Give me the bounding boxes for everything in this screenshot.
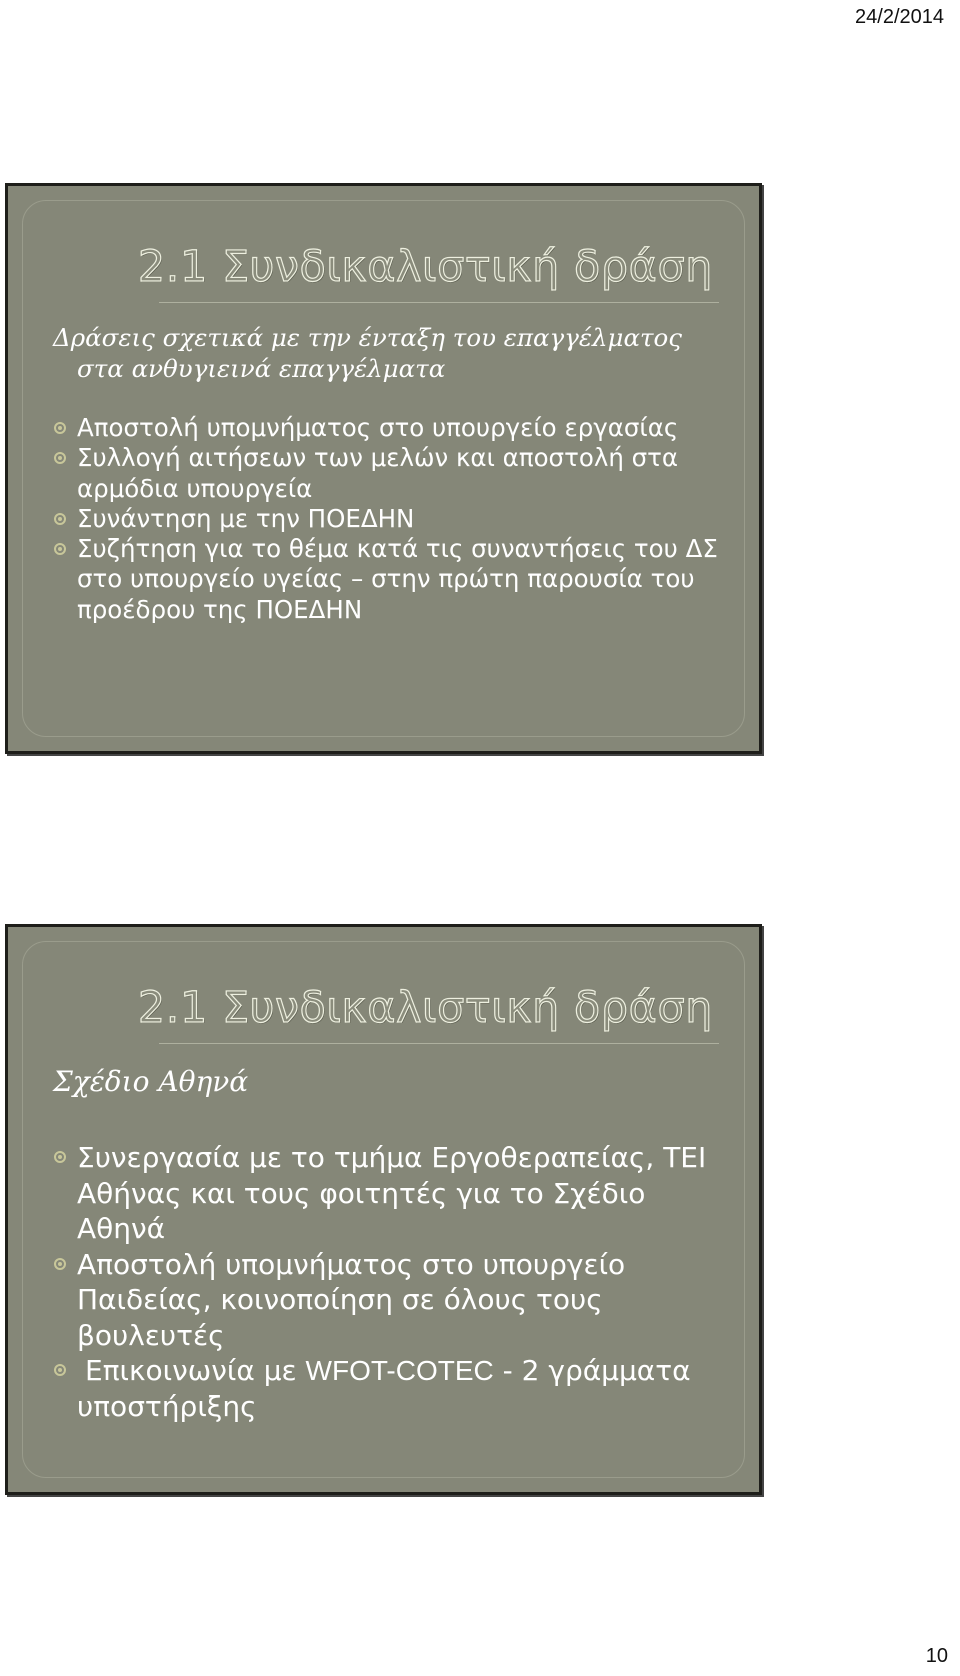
page-number: 10 bbox=[925, 1645, 948, 1667]
list-item bbox=[52, 504, 732, 534]
bullet-list bbox=[52, 413, 732, 625]
slide-title: 2.1 Συνδικαλιστική δράση bbox=[137, 242, 713, 292]
title-divider bbox=[159, 302, 719, 303]
slide-title: 2.1 Συνδικαλιστική δράση bbox=[137, 983, 713, 1033]
subtitle-line-1: Δράσεις σχετικά με την ένταξη του επαγγέλματος bbox=[53, 323, 683, 352]
title-divider bbox=[159, 1043, 719, 1044]
slide-1 bbox=[5, 183, 762, 754]
bullet-text: Συνάντηση με την ΠΟΕΔΗΝ bbox=[77, 503, 415, 533]
list-item bbox=[52, 534, 732, 625]
bullet-icon bbox=[54, 513, 66, 525]
bullet-icon bbox=[54, 1364, 66, 1376]
bullet-text: Συνεργασία με το τμήμα Εργοθεραπείας, ΤΕΙ Αθήνας και τους φοιτητές για το Σχέδιο Αθηνά bbox=[77, 1141, 707, 1245]
list-item bbox=[52, 1140, 742, 1247]
bullet-text: Αποστολή υπομνήματος στο υπουργείο εργασίας bbox=[77, 413, 679, 442]
list-item bbox=[52, 1353, 742, 1424]
organization-name: WFOT-COTEC bbox=[305, 1355, 494, 1386]
bullet-icon bbox=[54, 422, 66, 434]
bullet-text: Συζήτηση για το θέμα κατά τις συναντήσεις του ΔΣ στο υπουργείο υγείας – στην πρώτη παρουσία του προέδρου της ΠΟΕΔΗΝ bbox=[77, 534, 718, 624]
date-header: 24/2/2014 bbox=[855, 6, 944, 28]
bullet-text: Συλλογή αιτήσεων των μελών και αποστολή στα αρμόδια υπουργεία bbox=[77, 443, 679, 503]
subtitle-line-2: στα ανθυγιεινά επαγγέλματα bbox=[77, 354, 446, 383]
bullet-text: Αποστολή υπομνήματος στο υπουργείο Παιδείας, κοινοποίηση σε όλους τους βουλευτές bbox=[77, 1247, 626, 1352]
slide-2 bbox=[5, 924, 762, 1495]
list-item bbox=[52, 413, 732, 443]
slide-subtitle bbox=[53, 322, 733, 384]
bullet-icon bbox=[54, 452, 66, 464]
bullet-icon bbox=[54, 1258, 66, 1270]
bullet-text-suffix: - 2 γράμματα υποστήριξης bbox=[77, 1354, 691, 1423]
bullet-text: Επικοινωνία με bbox=[85, 1354, 306, 1387]
slide-subtitle: Σχέδιο Αθηνά bbox=[53, 1065, 249, 1098]
bullet-icon bbox=[54, 543, 66, 555]
list-item bbox=[52, 443, 732, 504]
list-item bbox=[52, 1247, 742, 1354]
bullet-icon bbox=[54, 1151, 66, 1163]
bullet-list bbox=[52, 1140, 742, 1424]
